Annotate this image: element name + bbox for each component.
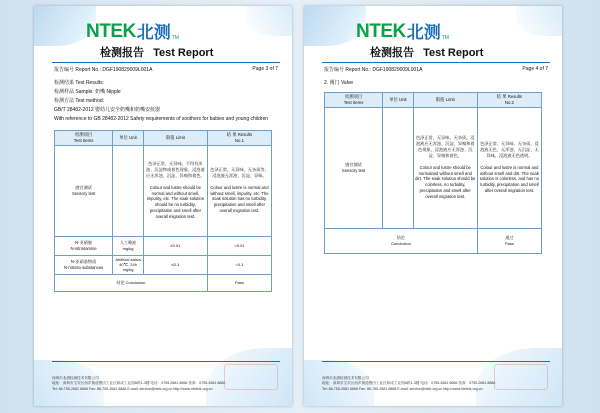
ntek-logo [356, 22, 449, 41]
conclusion-label-cn: 结论 [116, 279, 125, 285]
limit-sensory-cn: 色泽正常，无异味，无杂质，浸泡液应无浑浊、沉淀、异嗅和着色现象，浸泡液应无浑浊、沉淀、异嗅和着色。 [415, 135, 475, 158]
conclusion-label [55, 274, 208, 291]
unit-nitroso-sub-en: Artificial saliva 40℃, 24h [115, 257, 141, 268]
item-nitrosamine-en: N-nitrosamine [70, 245, 97, 251]
table-conclusion-row [325, 228, 542, 253]
report-number-value: DGF190829009L001A [372, 67, 423, 73]
sample-line: 检测样品 Sample: 奶嘴 Nipple [54, 89, 121, 95]
table-header-row [325, 93, 542, 108]
conclusion-value-en: Pass [235, 280, 244, 286]
conclusion-label-en: Conclusion [391, 241, 411, 247]
test-results-heading: 检测结果 Test Results： [54, 80, 108, 86]
cell-unit-sensory [383, 107, 414, 228]
limit-sensory-cn: 色泽正常，无异味，不得有浑浊、沉淀物或着色现象，浸泡液应无浑浊、沉淀、异嗅和着色。 [146, 161, 205, 178]
page-number: Page 4 of 7 [522, 66, 548, 72]
valve-heading: 2. 阀门 Valve [324, 80, 354, 86]
item-nitroso-en: N-nitroso substances [63, 264, 104, 270]
footer-address: 地址：深圳市宝安区西乡街道银田工业区和成工业园A栋1-3楼 电话：0755-2681 6666 传真：0755-2681 8888 [322, 381, 496, 386]
test-method-line: 检测方法 Test method： [54, 98, 108, 104]
cell-limit-nitroso: ≤0.1 [143, 255, 207, 274]
table-row [55, 236, 272, 255]
col-test-items: 检测项目 Test Items [325, 93, 383, 108]
ntek-logo [86, 22, 179, 41]
logo-text-en: NTEK [356, 21, 406, 42]
footer-company: 深圳市北测检测技术有限公司 [52, 375, 99, 380]
col-results: 结 果 Results No.1 [207, 131, 271, 146]
unit-nitroso: mg/kg [122, 267, 134, 273]
report-page-4 [304, 6, 562, 406]
item-nitroso-cn: N-亚硝基物质 [70, 258, 97, 264]
conclusion-label-en: Conclusion [125, 279, 146, 285]
cell-unit-nitroso [113, 255, 144, 274]
cell-result-nitroso: <0.1 [207, 255, 271, 274]
table-row [55, 255, 272, 274]
table-conclusion-row [55, 274, 272, 291]
report-number [54, 66, 152, 73]
page-title-en: Test Report [423, 47, 484, 59]
result-sensory-en: Colour and lustre is normal and without smell, impurity, etc. The soak solution has no turbidity, precipitation and smell after overall migration test. [210, 184, 269, 214]
logo-text-cn: 北测 [136, 23, 171, 42]
col-test-items: 检测项目 Test Items [55, 131, 113, 146]
cell-item-nitrosamine [55, 236, 113, 255]
item-sensory-cn: 感官测试 [345, 161, 362, 167]
conclusion-value [207, 274, 271, 291]
results-table-page3 [54, 130, 272, 292]
cell-item-sensory [325, 107, 383, 228]
cell-result-sensory [477, 107, 541, 228]
result-sensory-cn: 色泽正常，无异味，无杂质等，浸泡液无浑浊、沉淀、异味。 [210, 167, 269, 178]
conclusion-value-cn: 通过 [505, 235, 514, 241]
footer-contact: Tel: 86-755-2681 6666 Fax: 86-755-2681 8888 E-mail: service@ntek.org.cn http://www.ntekhk.org.cn [322, 386, 483, 391]
conclusion-label [325, 228, 478, 253]
logo-trademark: TM [171, 35, 179, 41]
col-limit: 限值 Limit [143, 131, 207, 146]
logo-text-en: NTEK [86, 21, 136, 42]
decorative-corner-top-right [246, 6, 292, 36]
cell-limit-sensory [143, 145, 207, 236]
table-row [55, 145, 272, 236]
cell-limit-sensory [413, 107, 477, 228]
page-title [100, 44, 213, 60]
limit-sensory-en: Colour and lustre should be normaland without smell and dirt. The soak solution should be colorless, no turbidity, precipitation and smell after overall migration test. [415, 164, 476, 200]
limit-sensory-en: Colour and lustre should be normal and without smell, impurity, etc. The soak solution should be no turbidity, precipitation and smell after overall migration test. [146, 184, 205, 220]
standard-line-en: With reference to GB 28482-2012 Safety requirements of soothers for babies and young children [54, 116, 269, 122]
page-title-cn: 检测报告 [100, 47, 144, 59]
footer-divider [52, 361, 280, 362]
page-title [370, 44, 483, 60]
header-divider [322, 62, 550, 63]
cell-unit-sensory [113, 145, 144, 236]
table-row [325, 107, 542, 228]
cell-limit-nitrosamine: ≤0.01 [143, 236, 207, 255]
decorative-corner-top-right [516, 6, 562, 36]
report-page-3 [34, 6, 292, 406]
standard-line-cn: GB/T 28482-2012 婴幼儿安全奶嘴和奶嘴安抚器 [54, 107, 161, 113]
stamp-image [494, 364, 548, 390]
logo-trademark: TM [441, 35, 449, 41]
report-number-value: DGF190829009L001A [102, 67, 153, 73]
cell-item-sensory [55, 145, 113, 236]
footer-contact: Tel: 86-755-2681 6666 Fax: 86-755-2681 8888 E-mail: service@ntek.org.cn http://www.ntekhk.org.cn [52, 386, 213, 391]
cell-result-nitrosamine: <0.01 [207, 236, 271, 255]
result-sensory-cn: 色泽正常，无异味，无杂质，浸泡液无色、无浑浊、无沉淀、无异味，浸泡液无色透明。 [480, 141, 539, 158]
report-number-label: 报告编号 Report No.: [54, 67, 101, 73]
item-sensory-en: Sensory test [341, 167, 366, 173]
conclusion-label-cn: 结论 [396, 235, 405, 241]
footer-address: 地址：深圳市宝安区西乡街道银田工业区和成工业园A栋1-3楼 电话：0755-2681 6666 传真：0755-2681 8888 [52, 381, 226, 386]
col-limit: 限值 Limit [413, 93, 477, 108]
unit-nitrosamine-sub-cn: 人工唾液 [120, 240, 137, 246]
footer-company: 深圳市北测检测技术有限公司 [322, 375, 369, 380]
footer-divider [322, 361, 550, 362]
col-unit: 单位 Unit [113, 131, 144, 146]
item-sensory-cn: 感官测试 [75, 184, 92, 190]
cell-unit-nitrosamine [113, 236, 144, 255]
header-divider [52, 62, 280, 63]
page-title-cn: 检测报告 [370, 47, 414, 59]
table-header-row [55, 131, 272, 146]
item-nitrosamine-cn: N-亚硝胺 [75, 239, 93, 245]
cell-item-nitroso [55, 255, 113, 274]
page-footer [322, 376, 550, 392]
unit-nitrosamine: mg/kg [122, 246, 134, 252]
cell-result-sensory [207, 145, 271, 236]
result-sensory-en: Colour and lustre is normal and without smell and dirt. The soak solution is colorless, and has no turbidity, precipitation and smell after overall migration test. [479, 164, 540, 194]
results-table-page4 [324, 92, 542, 254]
logo-text-cn: 北测 [406, 23, 441, 42]
item-sensory-en: Sensory test [71, 190, 96, 196]
conclusion-value [477, 228, 541, 253]
page-title-en: Test Report [153, 47, 214, 59]
report-number [324, 66, 422, 73]
page-number: Page 3 of 7 [252, 66, 278, 72]
stamp-image [224, 364, 278, 390]
col-results: 结 果 Results No.2 [477, 93, 541, 108]
conclusion-value-en: Pass [504, 241, 514, 247]
col-unit: 单位 Unit [383, 93, 414, 108]
report-number-label: 报告编号 Report No.: [324, 67, 371, 73]
page-footer [52, 376, 280, 392]
